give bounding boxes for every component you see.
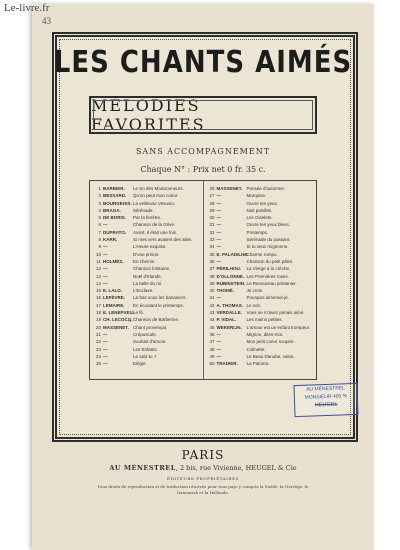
song-entry xyxy=(207,273,315,280)
song-entry xyxy=(207,207,315,214)
song-number: 42 xyxy=(209,302,215,308)
song-number: 19 xyxy=(95,317,101,323)
song-number: 25 xyxy=(95,361,101,367)
song-composer: BESSARD. xyxy=(103,193,127,199)
song-number: 7 xyxy=(98,229,101,235)
sheet-music-cover xyxy=(32,4,374,550)
song-number: 3 xyxy=(98,200,101,206)
song-title: Le Renouveau printanier. xyxy=(246,280,297,286)
song-entry xyxy=(93,331,201,338)
song-title: L'Esclave. xyxy=(133,288,154,294)
song-entry xyxy=(93,324,201,331)
song-title: Nuit paisible. xyxy=(246,207,273,213)
song-composer: — xyxy=(103,251,108,257)
song-entry xyxy=(207,353,315,360)
song-title: Charme rompu. xyxy=(246,251,278,257)
song-title: Par la fenêtre. xyxy=(133,215,162,221)
song-composer: — xyxy=(216,215,221,221)
song-title: En chemin. xyxy=(133,258,156,264)
song-title: Colinette. xyxy=(246,346,266,352)
song-composer: — xyxy=(216,222,221,228)
song-composer: — xyxy=(103,244,108,250)
song-number: 46 xyxy=(209,331,215,337)
song-number: 41 xyxy=(209,295,215,301)
song-number: 2 xyxy=(98,193,101,199)
song-entry xyxy=(207,221,315,228)
song-entry xyxy=(207,316,315,323)
proprietors-line: ÉDITEURS-PROPRIÉTAIRES xyxy=(167,476,239,481)
song-title: Marquise. xyxy=(246,193,267,199)
song-title: Avant. Il était une fois. xyxy=(133,229,178,235)
song-title: Chanson lointaine. xyxy=(133,266,171,272)
song-title: La belle du roi. xyxy=(133,280,163,286)
song-composer: — xyxy=(216,295,221,301)
collection-subtitle: MÉLODIES FAVORITES xyxy=(91,96,206,134)
song-composer: HOLMÈS. xyxy=(103,258,124,264)
song-entry xyxy=(93,258,201,265)
shop-stamp xyxy=(293,383,358,417)
song-entry xyxy=(93,316,201,323)
song-entry xyxy=(207,258,315,265)
song-composer: MASSENET. xyxy=(103,324,129,330)
song-composer: — xyxy=(216,346,221,352)
song-composer: DE BORIS. xyxy=(103,215,127,221)
song-composer: — xyxy=(216,193,221,199)
song-title: La Paloma. xyxy=(246,361,270,367)
song-number: 4 xyxy=(98,207,101,213)
song-title: La veilleuse Vesuvio. xyxy=(133,200,176,206)
song-composer: — xyxy=(216,229,221,235)
song-number: 26 xyxy=(209,186,215,191)
song-title: Le Beau Danube, valse. xyxy=(246,353,295,359)
song-number: 33 xyxy=(209,237,215,243)
song-entry xyxy=(207,302,315,309)
song-title: Si mes vers avaient des ailes. xyxy=(133,237,193,243)
song-entry xyxy=(207,236,315,243)
song-title: Le soir. xyxy=(246,302,262,308)
song-entry xyxy=(93,229,201,236)
song-composer: — xyxy=(103,266,108,272)
song-title: L'Heure exquise. xyxy=(133,244,167,250)
song-entry xyxy=(207,331,315,338)
publisher-name: AU MÉNESTREL xyxy=(109,464,176,472)
song-entry xyxy=(207,251,315,258)
stamp-line-1: AU MÉNESTREL xyxy=(306,385,346,393)
song-title: L'amour est un enfant trompeur. xyxy=(246,324,311,330)
song-number: 22 xyxy=(95,339,101,345)
song-number: 5 xyxy=(98,215,101,221)
song-number: 45 xyxy=(209,324,215,330)
song-number: 47 xyxy=(209,339,215,345)
song-number: 43 xyxy=(209,310,215,316)
song-entry xyxy=(207,243,315,250)
song-number: 40 xyxy=(209,288,215,294)
song-entry xyxy=(93,273,201,280)
song-entry xyxy=(93,192,201,199)
song-list-right-column xyxy=(203,181,317,379)
song-composer: DUPRATO. xyxy=(103,229,127,235)
song-composer: BRAGA. xyxy=(103,207,121,213)
song-entry xyxy=(207,280,315,287)
song-number: 18 xyxy=(95,310,101,316)
song-composer: — xyxy=(216,200,221,206)
song-number: 48 xyxy=(209,346,215,352)
song-title: Les Oiselets. xyxy=(246,215,273,221)
song-number: 15 xyxy=(95,288,101,294)
song-entry xyxy=(93,243,201,250)
song-entry xyxy=(93,360,201,367)
song-number: 10 xyxy=(95,251,101,257)
song-number: 24 xyxy=(95,353,101,359)
song-entry xyxy=(93,221,201,228)
song-list xyxy=(89,180,317,380)
song-entry xyxy=(93,236,201,243)
song-title: Pensée d'automne. xyxy=(246,186,286,191)
song-title: Chanson de Barberine. xyxy=(133,317,180,323)
stamp-line-3: HEUGEL xyxy=(314,401,338,409)
song-entry xyxy=(93,280,201,287)
publisher-line xyxy=(32,464,374,472)
song-entry xyxy=(207,360,315,367)
song-entry xyxy=(93,309,201,316)
song-number: 21 xyxy=(95,331,101,337)
song-title: Sérénade. xyxy=(133,207,154,213)
song-title: Qu'on peut mon coeur. xyxy=(133,193,179,199)
song-title: Mon petit coeur soupire. xyxy=(246,339,295,345)
song-title: Les Premières roses. xyxy=(246,273,290,279)
song-composer: KARR. xyxy=(103,237,118,243)
song-composer: LEFÈVRE. xyxy=(103,295,126,301)
song-number: 32 xyxy=(209,229,215,235)
song-entry xyxy=(207,229,315,236)
song-composer: CH. LECOCQ. xyxy=(103,317,133,323)
song-entry xyxy=(207,265,315,272)
song-number: 8 xyxy=(98,237,101,243)
song-composer: — xyxy=(216,353,221,359)
song-number: 11 xyxy=(96,258,101,264)
song-title: Le sais-tu ? xyxy=(133,353,157,359)
song-title: Chanson de la Grive. xyxy=(133,222,176,228)
song-title: Les mains petites. xyxy=(246,317,283,323)
song-composer: — xyxy=(103,273,108,279)
song-title: La-bas sous les bananiers. xyxy=(133,295,187,301)
rights-notice: Tous droits de reproduction et de traduction réservés pour tous pays y compris la Suède, la Norvège, le Danemark et la Hollande. xyxy=(97,484,309,495)
song-number: 37 xyxy=(209,266,215,272)
song-number: 30 xyxy=(209,215,215,221)
song-composer: E. PALADILHE. xyxy=(216,251,249,257)
song-title: D'une prison. xyxy=(133,251,160,257)
song-title: Les Enfants. xyxy=(133,346,159,352)
song-entry xyxy=(207,346,315,353)
song-title: Printemps. xyxy=(246,229,269,235)
song-entry xyxy=(93,302,201,309)
song-composer: A. THOMAS. xyxy=(216,302,243,308)
song-title: Je crois. xyxy=(246,288,264,294)
stamp-line-2: MONSIEUR 400 % xyxy=(304,393,348,401)
song-title: Si tu veux mignonne. xyxy=(246,244,289,250)
song-composer: — xyxy=(103,353,108,359)
song-number: 16 xyxy=(95,295,101,301)
song-number: 13 xyxy=(95,273,101,279)
song-composer: — xyxy=(103,280,108,286)
subtitle-box xyxy=(89,96,317,134)
song-entry xyxy=(207,200,315,207)
song-number: 28 xyxy=(209,200,215,206)
song-title: Ouvre tes yeux bleus. xyxy=(246,222,291,228)
song-composer: — xyxy=(103,222,108,228)
song-title: Mignon, dites-moi. xyxy=(246,331,284,337)
song-title: En écoutant le printemps. xyxy=(133,302,185,308)
song-number: 50 xyxy=(209,361,215,367)
song-entry xyxy=(93,214,201,221)
song-composer: — xyxy=(216,237,221,243)
song-number: 36 xyxy=(209,258,215,264)
song-number: 29 xyxy=(209,207,215,213)
song-number: 6 xyxy=(98,222,101,228)
song-title: Ouvre tes yeux. xyxy=(246,200,279,206)
song-composer: BARBIER. xyxy=(103,186,125,191)
song-entry xyxy=(207,338,315,345)
song-composer: PÉRILHOU. xyxy=(216,266,242,272)
song-number: 38 xyxy=(209,273,215,279)
song-number: 31 xyxy=(209,222,215,228)
song-composer: P. VIDAL. xyxy=(216,317,237,323)
song-composer: — xyxy=(216,244,221,250)
song-title: Vous ne m'avez jamais aimé. xyxy=(246,310,305,316)
song-title: Chanson du petit pâtre. xyxy=(246,258,294,264)
song-composer: RUBINSTEIN. xyxy=(216,280,246,286)
watermark: Le-livre.fr xyxy=(4,2,50,14)
song-composer: — xyxy=(103,346,108,352)
song-entry xyxy=(93,207,201,214)
song-number: 20 xyxy=(95,324,101,330)
song-composer: — xyxy=(216,331,221,337)
song-entry xyxy=(93,346,201,353)
song-entry xyxy=(93,251,201,258)
song-number: 34 xyxy=(209,244,215,250)
song-entry xyxy=(207,185,315,192)
song-number: 23 xyxy=(95,346,101,352)
song-composer: D'OLLONNE. xyxy=(216,273,245,279)
song-entry xyxy=(93,185,201,192)
price-note: Chaque N° : Prix net 0 fr. 35 c. xyxy=(140,165,266,174)
song-title: Elégie. xyxy=(133,361,147,367)
song-composer: — xyxy=(103,331,108,337)
song-title: Chant provençal. xyxy=(133,324,168,330)
publisher-address: , 2 bis, rue Vivienne, HEUGEL & Cie xyxy=(175,464,297,472)
song-list-left-column xyxy=(90,181,203,379)
collection-title: LES CHANTS AIMÉS xyxy=(53,45,353,81)
song-number: 27 xyxy=(209,193,215,199)
song-composer: E. LALO. xyxy=(103,288,122,294)
song-composer: MASSENET. xyxy=(216,186,243,191)
song-entry xyxy=(207,294,315,301)
song-number: 44 xyxy=(209,317,215,323)
song-title: Crépuscule. xyxy=(133,331,158,337)
song-composer: — xyxy=(216,207,221,213)
song-number: 1 xyxy=(98,186,101,191)
song-composer: BOURGEOIS. xyxy=(103,200,132,206)
song-number: 39 xyxy=(209,280,215,286)
song-entry xyxy=(207,324,315,331)
song-composer: — xyxy=(103,361,108,367)
song-entry xyxy=(93,353,201,360)
song-number: 17 xyxy=(95,302,101,308)
song-composer: — xyxy=(216,258,221,264)
page-number: 43 xyxy=(42,16,51,26)
song-number: 49 xyxy=(209,353,215,359)
song-entry xyxy=(93,294,201,301)
song-composer: — xyxy=(103,339,108,345)
song-title: La Vierge à la crèche. xyxy=(246,266,291,272)
song-entry xyxy=(207,192,315,199)
song-entry xyxy=(93,265,201,272)
song-entry xyxy=(93,338,201,345)
song-entry xyxy=(207,214,315,221)
song-entry xyxy=(93,200,201,207)
song-title: Noël d'Irlande. xyxy=(133,273,162,279)
song-title: Le So des Moissonneurs. xyxy=(133,186,184,191)
song-number: 12 xyxy=(95,266,101,272)
song-number: 35 xyxy=(209,251,215,257)
song-composer: E. LENEPVEU. xyxy=(103,310,135,316)
song-entry xyxy=(207,287,315,294)
song-composer: WEKERLIN. xyxy=(216,324,242,330)
accompaniment-note: SANS ACCOMPAGNEMENT xyxy=(135,147,271,156)
song-entry xyxy=(93,287,201,294)
song-composer: VERDALLE. xyxy=(216,310,243,316)
song-composer: — xyxy=(216,339,221,345)
song-number: 9 xyxy=(98,244,101,250)
song-title: Pourquoi aimerais-je. xyxy=(246,295,290,301)
publisher-city: PARIS xyxy=(181,448,225,462)
song-entry xyxy=(207,309,315,316)
song-title: Souhait d'amour. xyxy=(133,339,167,345)
song-title: Sérénade du passant. xyxy=(246,237,291,243)
song-composer: LEMAIRE. xyxy=(103,302,125,308)
song-composer: TRADIER. xyxy=(216,361,238,367)
song-number: 14 xyxy=(95,280,101,286)
song-composer: THOMÉ. xyxy=(216,288,234,294)
song-title: Le fil. xyxy=(133,310,144,316)
